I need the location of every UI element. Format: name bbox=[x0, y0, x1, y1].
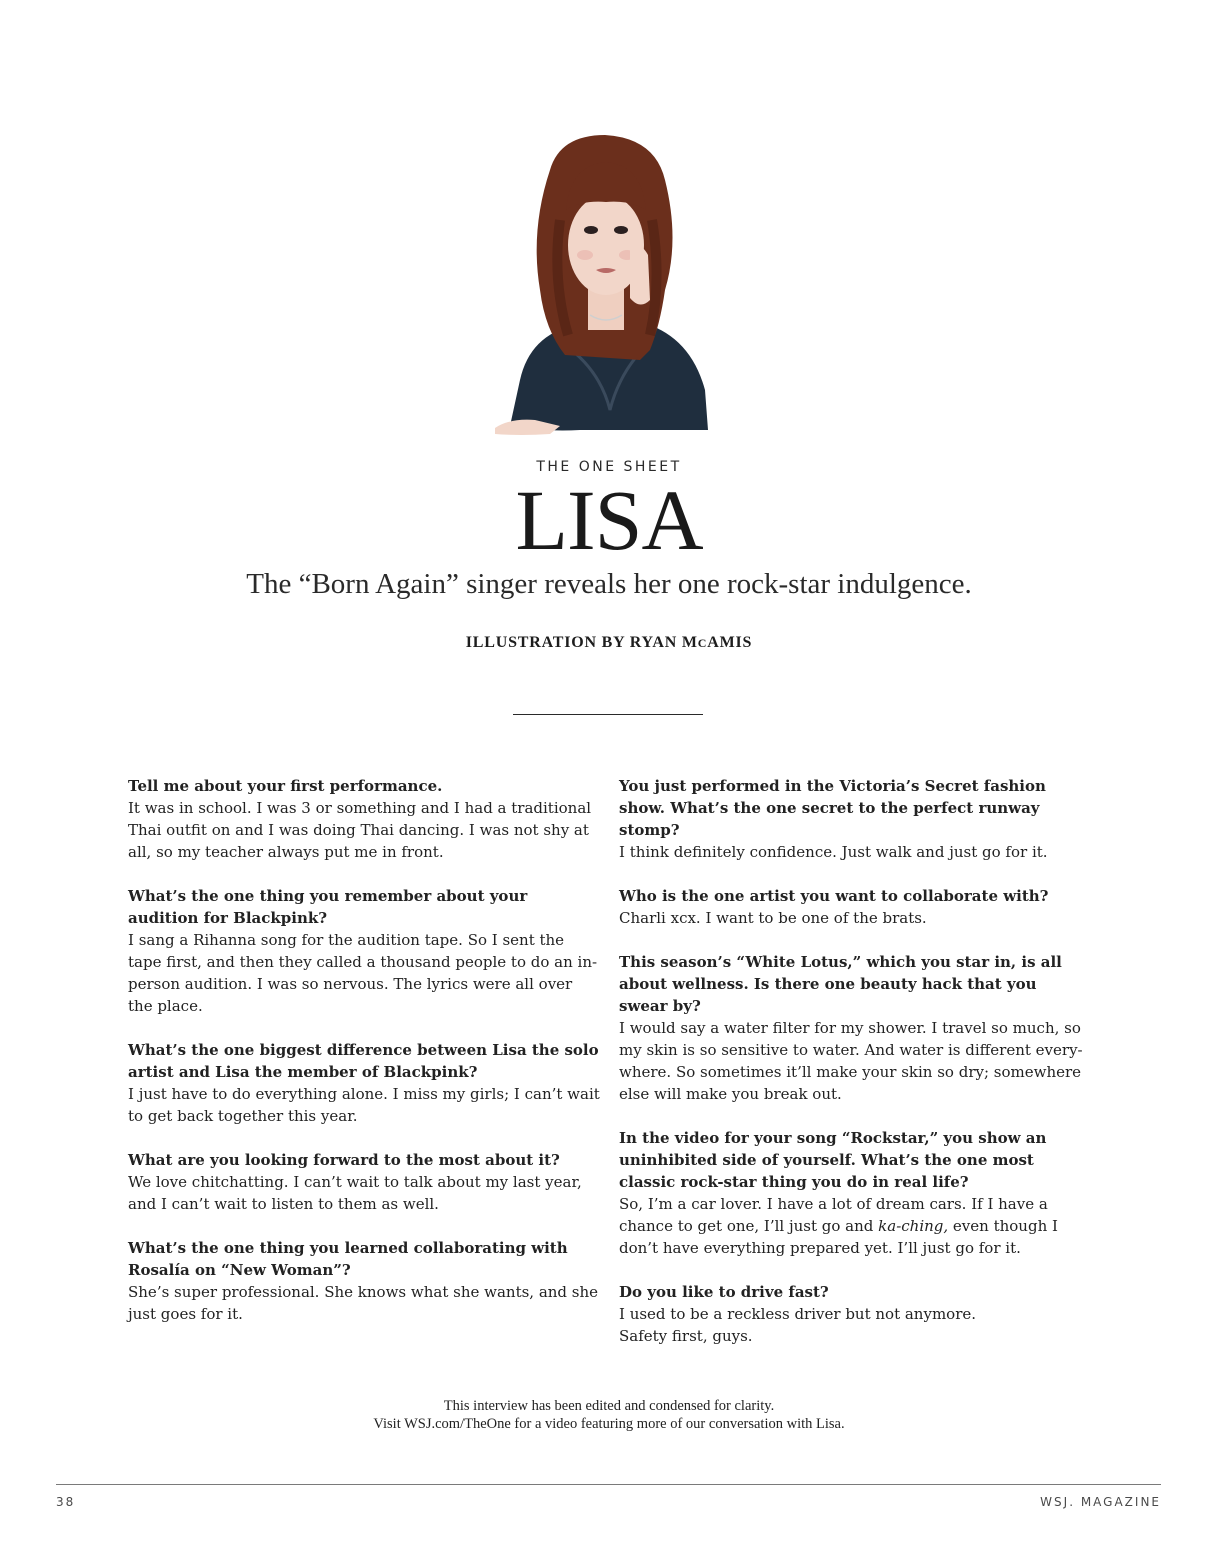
question: Tell me about your first performance. bbox=[128, 777, 443, 795]
qa-item bbox=[128, 885, 600, 1017]
section-kicker: THE ONE SHEET bbox=[536, 459, 682, 475]
answer: I think definitely confidence. Just walk and just go for it. bbox=[619, 843, 1048, 861]
question: What’s the one biggest difference between Lisa the solo artist and Lisa the member of Blackpink? bbox=[128, 1041, 599, 1081]
qa-item bbox=[128, 775, 600, 863]
question: What are you looking forward to the most about it? bbox=[128, 1151, 560, 1169]
right-column bbox=[619, 775, 1089, 1369]
left-column bbox=[128, 775, 600, 1347]
question: Do you like to drive fast? bbox=[619, 1283, 829, 1301]
qa-item bbox=[128, 1237, 600, 1325]
answer: I sang a Rihanna song for the audition tape. So I sent the tape first, and then they called a thousand people to do an in-person audition. I was so nervous. The lyrics were all over the place. bbox=[128, 931, 598, 1015]
answer: I just have to do everything alone. I miss my girls; I can’t wait to get back together this year. bbox=[128, 1085, 600, 1125]
qa-item bbox=[619, 1127, 1089, 1259]
question: You just performed in the Victoria’s Secret fashion show. What’s the one secret to the perfect runway stomp? bbox=[619, 777, 1046, 839]
answer: We love chitchatting. I can’t wait to talk about my last year, and I can’t wait to listen to them as well. bbox=[128, 1173, 582, 1213]
question: This season’s “White Lotus,” which you star in, is all about wellness. Is there one beauty hack that you swear by? bbox=[619, 953, 1062, 1015]
qa-item bbox=[619, 885, 1089, 929]
question: Who is the one artist you want to collaborate with? bbox=[619, 887, 1049, 905]
editor-note-line: Visit WSJ.com/TheOne for a video featuring more of our conversation with Lisa. bbox=[373, 1416, 845, 1432]
answer: It was in school. I was 3 or something and I had a traditional Thai outfit on and I was doing Thai dancing. I was not shy at all, so my teacher always put me in front. bbox=[128, 799, 592, 861]
qa-item bbox=[128, 1039, 600, 1127]
answer: I would say a water filter for my shower. I travel so much, so my skin is so sensitive to water. And water is different every-where. So sometimes it’ll make your skin so dry; somewhere else will make you break out. bbox=[619, 1019, 1083, 1103]
answer-line: I used to be a reckless driver but not anymore. bbox=[619, 1305, 977, 1323]
question: What’s the one thing you learned collaborating with Rosalía on “New Woman”? bbox=[128, 1239, 568, 1279]
subtitle: The “Born Again” singer reveals her one rock-star indulgence. bbox=[246, 568, 972, 600]
answer-line: Safety first, guys. bbox=[619, 1327, 753, 1345]
footer-rule bbox=[56, 1484, 1161, 1485]
answer-text: even though I don’t have everything prepared yet. I’ll just go for it. bbox=[619, 1217, 1058, 1257]
editor-note bbox=[0, 1397, 1218, 1433]
answer: Charli xcx. I want to be one of the brats. bbox=[619, 909, 927, 927]
qa-item bbox=[619, 1281, 1089, 1347]
question: What’s the one thing you remember about your audition for Blackpink? bbox=[128, 887, 528, 927]
page-number: 38 bbox=[56, 1495, 76, 1509]
divider bbox=[513, 714, 703, 715]
answer-text: So, I’m a car lover. I have a lot of dream cars. If I have a chance to get one, I’ll just go and bbox=[619, 1195, 1048, 1235]
portrait-illustration bbox=[490, 130, 720, 445]
answer bbox=[619, 1303, 1089, 1347]
editor-note-line: This interview has been edited and condensed for clarity. bbox=[443, 1398, 775, 1414]
answer: She’s super professional. She knows what she wants, and she just goes for it. bbox=[128, 1283, 599, 1323]
qa-item bbox=[128, 1149, 600, 1215]
page-title: LISA bbox=[515, 472, 703, 568]
qa-item bbox=[619, 775, 1089, 863]
publication-name: WSJ. MAGAZINE bbox=[1040, 1495, 1161, 1509]
illustration-credit: ILLUSTRATION BY RYAN MCAMIS bbox=[465, 634, 753, 651]
question: In the video for your song “Rockstar,” you show an uninhibited side of yourself. What’s the one most classic rock-star thing you do in real life? bbox=[619, 1129, 1047, 1191]
answer-emphasis: ka-ching, bbox=[878, 1217, 949, 1235]
qa-item bbox=[619, 951, 1089, 1105]
answer bbox=[619, 1193, 1089, 1259]
